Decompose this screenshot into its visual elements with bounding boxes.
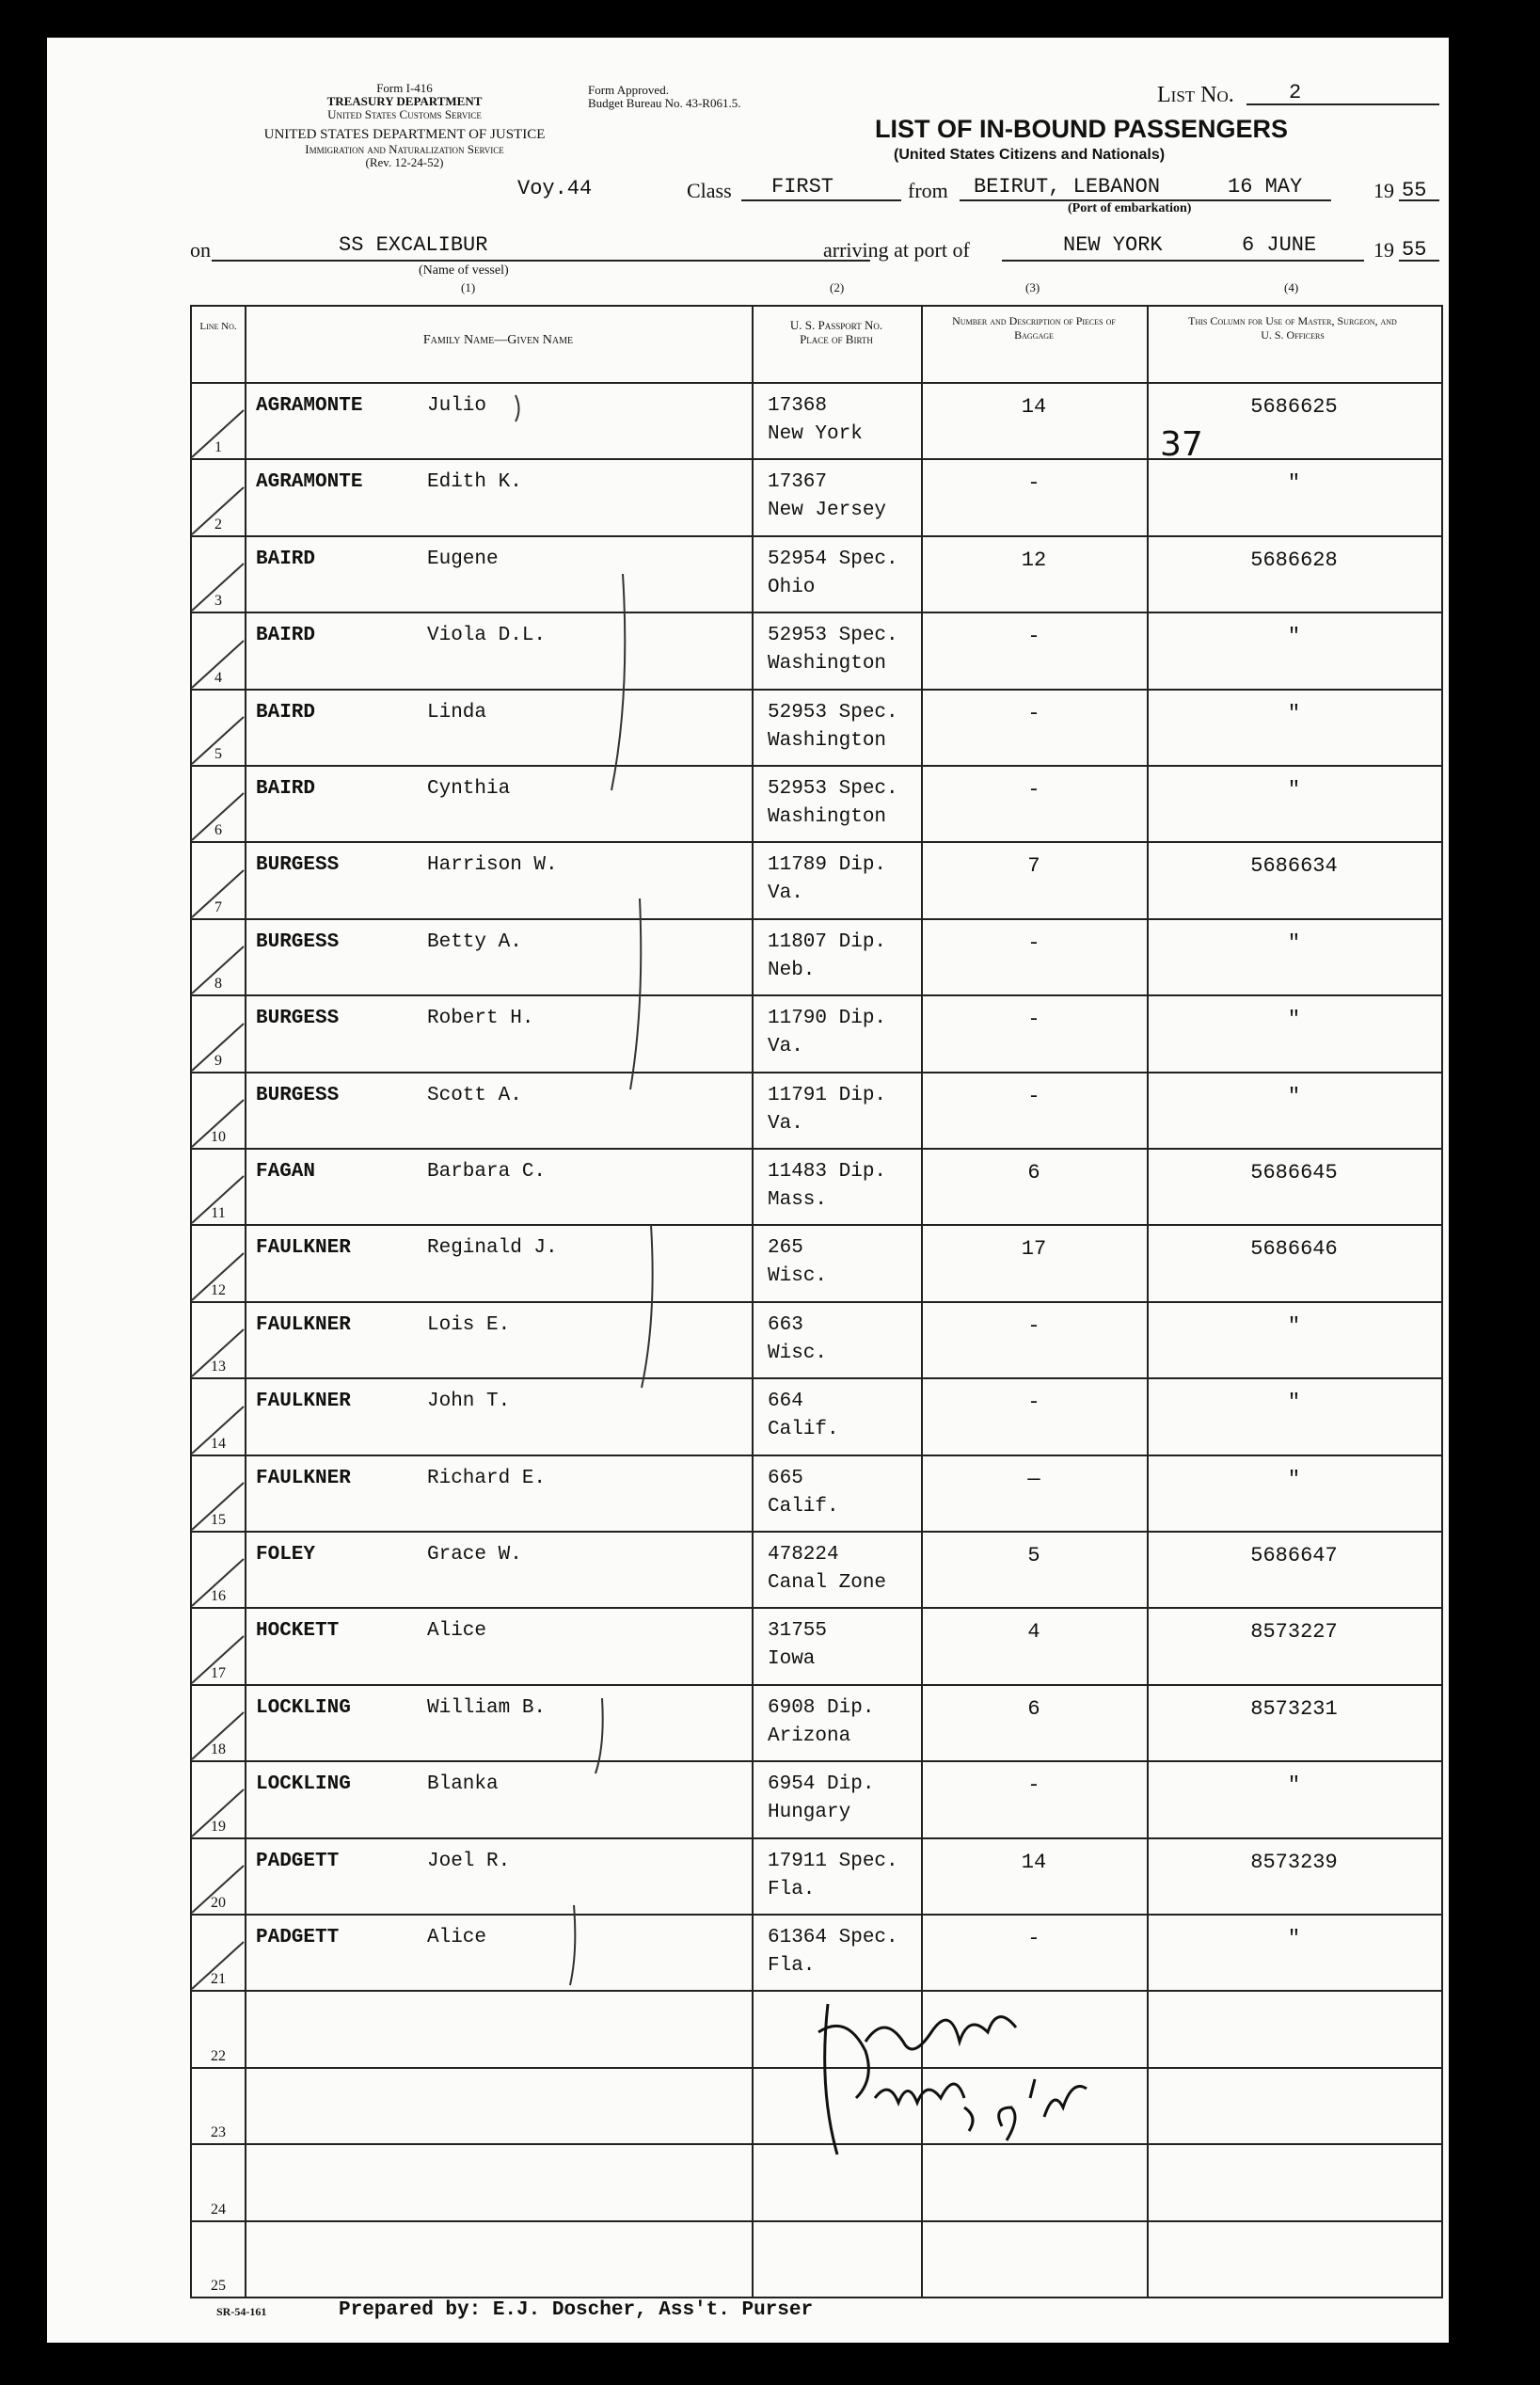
family-name: LOCKLING bbox=[256, 1696, 351, 1719]
form-number: Form I-416 bbox=[376, 81, 433, 95]
table-row bbox=[192, 458, 1441, 536]
birthplace: Mass. bbox=[768, 1189, 828, 1211]
baggage-count: - bbox=[1027, 1927, 1040, 1950]
arrival-year: 55 bbox=[1402, 238, 1427, 262]
family-name: BAIRD bbox=[256, 625, 316, 647]
justice-dept: UNITED STATES DEPARTMENT OF JUSTICE bbox=[263, 127, 546, 142]
form-approved: Form Approved. bbox=[588, 83, 669, 97]
given-name: Eugene bbox=[427, 548, 499, 570]
baggage-count: - bbox=[1027, 1084, 1040, 1108]
table-row bbox=[192, 1301, 1441, 1379]
header-baggage: Number and Description of Pieces of Baggage bbox=[952, 314, 1116, 342]
class-line bbox=[741, 199, 901, 201]
class-value: FIRST bbox=[771, 175, 834, 199]
baggage-count: — bbox=[1027, 1467, 1040, 1491]
check-mark bbox=[187, 1708, 253, 1764]
birthplace: Va. bbox=[768, 882, 803, 905]
officer-number: 8573239 bbox=[1250, 1850, 1338, 1874]
check-mark bbox=[187, 1937, 253, 1994]
line-number: 16 bbox=[211, 1588, 226, 1605]
check-mark bbox=[187, 1095, 253, 1152]
line-number: 6 bbox=[214, 822, 222, 839]
table-row bbox=[192, 1837, 1441, 1916]
col-num-2: (2) bbox=[830, 280, 845, 294]
on-label: on bbox=[190, 238, 211, 262]
baggage-count: - bbox=[1027, 930, 1040, 955]
family-name: FAULKNER bbox=[256, 1391, 351, 1413]
birthplace: Washington bbox=[768, 729, 887, 752]
passport-number: 17911 Spec. bbox=[768, 1850, 898, 1872]
check-mark bbox=[187, 788, 253, 845]
birthplace: Neb. bbox=[768, 959, 816, 981]
check-mark bbox=[187, 866, 253, 922]
check-mark bbox=[187, 1402, 253, 1458]
table-row bbox=[192, 994, 1441, 1073]
class-label: Class bbox=[687, 179, 732, 202]
form-subtitle: (United States Citizens and Nationals) bbox=[894, 147, 1166, 163]
family-name: FOLEY bbox=[256, 1544, 316, 1566]
table-row bbox=[192, 689, 1441, 767]
officer-number: " bbox=[1287, 930, 1301, 955]
baggage-count: - bbox=[1027, 1008, 1040, 1032]
passport-number: 11807 Dip. bbox=[768, 930, 887, 953]
vessel-caption: (Name of vessel) bbox=[419, 263, 509, 278]
family-name: AGRAMONTE bbox=[256, 471, 363, 494]
line-number: 18 bbox=[211, 1741, 226, 1758]
line-number: 12 bbox=[211, 1281, 226, 1298]
family-name: AGRAMONTE bbox=[256, 395, 363, 417]
header-name: Family Name—Given Name bbox=[422, 333, 574, 347]
line-number: 22 bbox=[211, 2047, 226, 2064]
baggage-count: 17 bbox=[1021, 1237, 1047, 1262]
birthplace: Arizona bbox=[768, 1725, 851, 1747]
table-row bbox=[192, 1531, 1441, 1609]
line-number: 19 bbox=[211, 1818, 226, 1835]
treasury-dept: TREASURY DEPARTMENT bbox=[326, 94, 483, 108]
family-name: BURGESS bbox=[256, 1084, 340, 1106]
line-number: 15 bbox=[211, 1511, 226, 1528]
line-number: 11 bbox=[211, 1205, 226, 1222]
year-prefix: 19 bbox=[1373, 179, 1394, 202]
birthplace: New Jersey bbox=[768, 500, 887, 522]
family-name: BURGESS bbox=[256, 930, 340, 953]
check-mark bbox=[187, 712, 253, 769]
given-name: Edith K. bbox=[427, 471, 522, 494]
family-name: FAULKNER bbox=[256, 1467, 351, 1489]
table-row bbox=[192, 1148, 1441, 1226]
baggage-count: - bbox=[1027, 471, 1040, 496]
family-name: BAIRD bbox=[256, 548, 316, 570]
given-name: Blanka bbox=[427, 1773, 499, 1796]
birthplace: Calif. bbox=[768, 1419, 839, 1441]
baggage-count: 6 bbox=[1027, 1161, 1040, 1185]
given-name: Julio bbox=[427, 395, 487, 417]
passport-number: 478224 bbox=[768, 1544, 839, 1566]
given-name: Harrison W. bbox=[427, 854, 558, 877]
line-number: 25 bbox=[211, 2277, 226, 2294]
table-row bbox=[192, 612, 1441, 690]
passport-number: 665 bbox=[768, 1467, 803, 1489]
officer-number: 5686646 bbox=[1250, 1237, 1338, 1262]
officer-number: 5686628 bbox=[1250, 548, 1338, 572]
officer-number: " bbox=[1287, 471, 1301, 496]
customs-service: United States Customs Service bbox=[327, 107, 482, 121]
officer-number: " bbox=[1287, 1391, 1301, 1415]
family-name: FAULKNER bbox=[256, 1237, 351, 1260]
baggage-count: - bbox=[1027, 701, 1040, 725]
given-name: Barbara C. bbox=[427, 1161, 547, 1183]
footer-form-code: SR-54-161 bbox=[216, 2305, 267, 2318]
arriving-label: arriving at port of bbox=[823, 238, 970, 262]
birthplace: Wisc. bbox=[768, 1342, 828, 1364]
officer-number: 5686634 bbox=[1250, 854, 1338, 879]
passport-number: 11791 Dip. bbox=[768, 1084, 887, 1106]
line-number: 1 bbox=[214, 439, 222, 456]
check-mark bbox=[187, 1785, 253, 1841]
birthplace: Fla. bbox=[768, 1878, 816, 1900]
line-number: 5 bbox=[214, 745, 222, 762]
family-name: HOCKETT bbox=[256, 1620, 340, 1643]
col-num-3: (3) bbox=[1025, 280, 1040, 294]
passport-number: 11789 Dip. bbox=[768, 854, 887, 877]
birthplace: Va. bbox=[768, 1036, 803, 1058]
birthplace: Hungary bbox=[768, 1802, 851, 1824]
check-mark bbox=[187, 1478, 253, 1534]
given-name: William B. bbox=[427, 1696, 547, 1719]
budget-bureau: Budget Bureau No. 43-R061.5. bbox=[588, 96, 741, 110]
birthplace: Fla. bbox=[768, 1955, 816, 1977]
handwritten-annotation: 37 bbox=[1160, 425, 1203, 464]
passport-number: 52953 Spec. bbox=[768, 625, 898, 647]
check-mark bbox=[187, 1631, 253, 1688]
passport-number: 61364 Spec. bbox=[768, 1927, 898, 1948]
embark-year: 55 bbox=[1402, 179, 1427, 202]
family-name: BURGESS bbox=[256, 854, 340, 877]
birthplace: Ohio bbox=[768, 576, 816, 598]
header-officers: This Column for Use of Master, Surgeon, and U. S. Officers bbox=[1188, 314, 1397, 342]
given-name: Viola D.L. bbox=[427, 625, 547, 647]
given-name: Richard E. bbox=[427, 1467, 547, 1489]
officer-number: " bbox=[1287, 625, 1301, 649]
family-name: BAIRD bbox=[256, 701, 316, 723]
passport-number: 52953 Spec. bbox=[768, 778, 898, 800]
check-mark bbox=[187, 1554, 253, 1611]
line-number: 9 bbox=[214, 1052, 222, 1069]
baggage-count: - bbox=[1027, 625, 1040, 649]
passport-number: 17368 bbox=[768, 395, 828, 417]
birthplace: New York bbox=[768, 423, 863, 445]
table-row bbox=[192, 1072, 1441, 1150]
line-number: 13 bbox=[211, 1359, 226, 1375]
check-mark bbox=[187, 405, 253, 462]
given-name: Grace W. bbox=[427, 1544, 522, 1566]
passport-number: 11483 Dip. bbox=[768, 1161, 887, 1183]
list-no-label: List No. bbox=[1157, 83, 1234, 107]
form-revision: (Rev. 12-24-52) bbox=[365, 155, 444, 169]
header-passport: U. S. Passport No. Place of Birth bbox=[789, 318, 883, 346]
check-mark bbox=[187, 636, 253, 692]
baggage-count: - bbox=[1027, 1773, 1040, 1798]
family-name: FAULKNER bbox=[256, 1313, 351, 1336]
table-row bbox=[192, 1684, 1441, 1762]
table-row bbox=[192, 1607, 1441, 1685]
check-mark bbox=[187, 1325, 253, 1381]
birthplace: Canal Zone bbox=[768, 1572, 887, 1594]
table-row bbox=[192, 1224, 1441, 1302]
family-name: BAIRD bbox=[256, 778, 316, 800]
check-mark bbox=[187, 483, 253, 539]
line-number: 3 bbox=[214, 593, 222, 610]
table-row bbox=[192, 535, 1441, 613]
officer-number: 8573231 bbox=[1250, 1696, 1338, 1721]
check-mark bbox=[187, 942, 253, 998]
list-no-line bbox=[1246, 103, 1439, 105]
embark-date: 16 MAY bbox=[1228, 175, 1303, 199]
line-number: 23 bbox=[211, 2124, 226, 2141]
officer-number: " bbox=[1287, 1773, 1301, 1798]
baggage-count: 7 bbox=[1027, 854, 1040, 879]
given-name: Alice bbox=[427, 1927, 487, 1948]
line-number: 4 bbox=[214, 669, 222, 686]
family-name: LOCKLING bbox=[256, 1773, 351, 1796]
given-name: Robert H. bbox=[427, 1008, 534, 1030]
baggage-count: - bbox=[1027, 1313, 1040, 1338]
given-name: Joel R. bbox=[427, 1850, 511, 1872]
officer-number: " bbox=[1287, 1084, 1301, 1108]
officer-number: " bbox=[1287, 1313, 1301, 1338]
from-label: from bbox=[908, 179, 948, 202]
officer-number: " bbox=[1287, 701, 1301, 725]
birthplace: Va. bbox=[768, 1112, 803, 1135]
baggage-count: 6 bbox=[1027, 1696, 1040, 1721]
given-name: Scott A. bbox=[427, 1084, 522, 1106]
birthplace: Washington bbox=[768, 806, 887, 828]
officer-number: 5686647 bbox=[1250, 1544, 1338, 1567]
officer-number: 5686645 bbox=[1250, 1161, 1338, 1185]
line-number: 20 bbox=[211, 1894, 226, 1911]
col-num-1: (1) bbox=[461, 280, 476, 294]
prepared-by: Prepared by: E.J. Doscher, Ass't. Purser bbox=[339, 2299, 814, 2321]
arrival-date: 6 JUNE bbox=[1242, 233, 1317, 257]
passport-number: 664 bbox=[768, 1391, 803, 1413]
manifest-page bbox=[47, 38, 1449, 2343]
line-number: 21 bbox=[211, 1971, 226, 1988]
passport-number: 265 bbox=[768, 1237, 803, 1260]
line-number: 10 bbox=[211, 1128, 226, 1145]
family-name: BURGESS bbox=[256, 1008, 340, 1030]
table-row bbox=[192, 382, 1441, 460]
line-number: 7 bbox=[214, 898, 222, 915]
passport-number: 6954 Dip. bbox=[768, 1773, 875, 1796]
given-name: Betty A. bbox=[427, 930, 522, 953]
table-row bbox=[192, 918, 1441, 996]
passport-number: 52953 Spec. bbox=[768, 701, 898, 723]
family-name: PADGETT bbox=[256, 1850, 340, 1872]
officer-number: " bbox=[1287, 1008, 1301, 1032]
line-number: 17 bbox=[211, 1664, 226, 1681]
given-name: Lois E. bbox=[427, 1313, 511, 1336]
embark-port: BEIRUT, LEBANON bbox=[974, 175, 1161, 199]
birthplace: Wisc. bbox=[768, 1265, 828, 1288]
year-prefix-2: 19 bbox=[1373, 238, 1394, 262]
given-name: Reginald J. bbox=[427, 1237, 558, 1260]
check-mark bbox=[187, 1019, 253, 1075]
arrival-port: NEW YORK bbox=[1063, 233, 1163, 257]
officer-number: " bbox=[1287, 1467, 1301, 1491]
ins-service: Immigration and Naturalization Service bbox=[305, 142, 504, 156]
check-mark bbox=[187, 559, 253, 615]
table-row bbox=[192, 841, 1441, 919]
passport-number: 663 bbox=[768, 1313, 803, 1336]
birthplace: Iowa bbox=[768, 1648, 816, 1671]
check-mark bbox=[187, 1248, 253, 1305]
passport-number: 6908 Dip. bbox=[768, 1696, 875, 1719]
line-number: 14 bbox=[211, 1435, 226, 1452]
family-name: PADGETT bbox=[256, 1927, 340, 1948]
table-row bbox=[192, 2220, 1441, 2298]
line-number: 2 bbox=[214, 516, 222, 533]
officer-number: " bbox=[1287, 1927, 1301, 1950]
vessel-name: SS EXCALIBUR bbox=[339, 233, 488, 257]
table-row bbox=[192, 1760, 1441, 1838]
line-number: 8 bbox=[214, 976, 222, 993]
passport-number: 52954 Spec. bbox=[768, 548, 898, 570]
header-line-no: Line No. bbox=[199, 321, 237, 332]
port-caption: (Port of embarkation) bbox=[1068, 201, 1192, 215]
given-name: Alice bbox=[427, 1620, 487, 1643]
given-name: Cynthia bbox=[427, 778, 511, 800]
baggage-count: - bbox=[1027, 1391, 1040, 1415]
table-row bbox=[192, 1455, 1441, 1533]
list-no-value: 2 bbox=[1289, 81, 1302, 104]
inspector-signature bbox=[762, 1976, 1138, 2183]
table-row bbox=[192, 1377, 1441, 1455]
baggage-count: - bbox=[1027, 778, 1040, 802]
arrival-line bbox=[1002, 260, 1364, 262]
given-name: John T. bbox=[427, 1391, 511, 1413]
form-title: LIST OF IN-BOUND PASSENGERS bbox=[875, 115, 1289, 143]
passport-number: 17367 bbox=[768, 471, 828, 494]
baggage-count: 14 bbox=[1021, 1850, 1047, 1874]
passport-number: 31755 bbox=[768, 1620, 828, 1643]
baggage-count: 12 bbox=[1021, 548, 1047, 572]
birthplace: Washington bbox=[768, 653, 887, 676]
birthplace: Calif. bbox=[768, 1495, 839, 1518]
passport-number: 11790 Dip. bbox=[768, 1008, 887, 1030]
baggage-count: 14 bbox=[1021, 395, 1047, 419]
officer-number: " bbox=[1287, 778, 1301, 802]
given-name: Linda bbox=[427, 701, 487, 723]
vessel-line bbox=[212, 260, 870, 262]
check-mark bbox=[187, 1171, 253, 1228]
line-number: 24 bbox=[211, 2201, 226, 2218]
officer-number: 5686625 bbox=[1250, 395, 1338, 419]
family-name: FAGAN bbox=[256, 1161, 316, 1183]
table-row bbox=[192, 765, 1441, 843]
baggage-count: 5 bbox=[1027, 1544, 1040, 1567]
baggage-count: 4 bbox=[1027, 1620, 1040, 1645]
check-mark bbox=[187, 1861, 253, 1917]
officer-number: 8573227 bbox=[1250, 1620, 1338, 1645]
col-num-4: (4) bbox=[1284, 280, 1299, 294]
voyage-number: Voy.44 bbox=[517, 177, 593, 200]
